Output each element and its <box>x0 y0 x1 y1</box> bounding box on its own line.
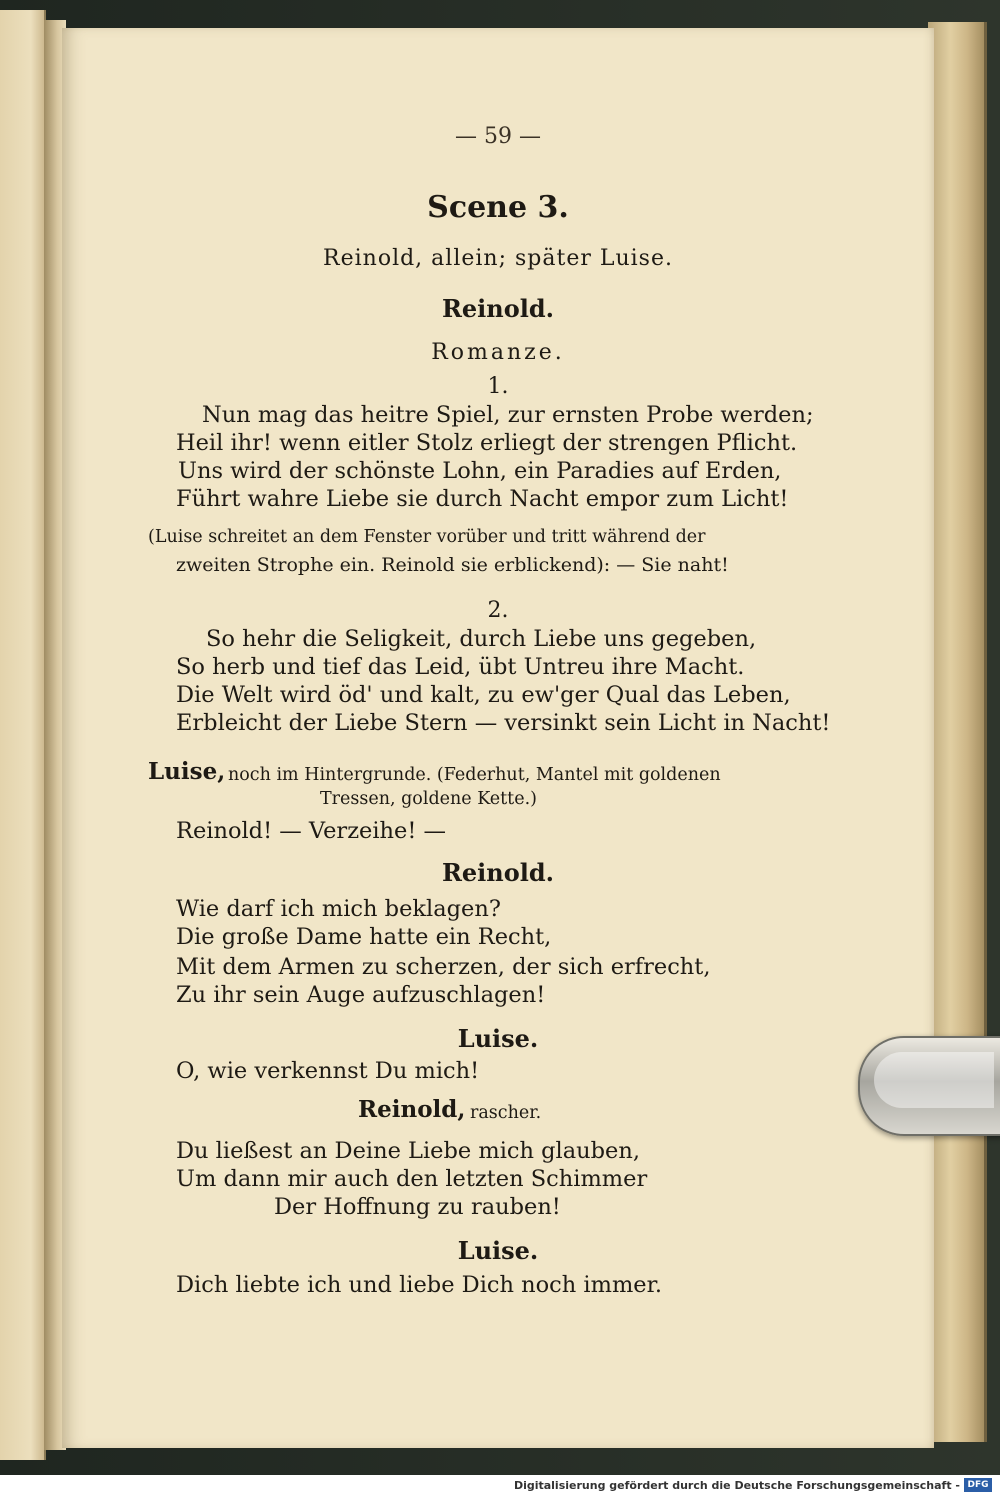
page-clamp <box>858 1036 1000 1136</box>
page-number: — 59 — <box>455 124 541 149</box>
dialogue-line: Der Hoffnung zu rauben! <box>274 1194 561 1220</box>
scene-title: Scene 3. <box>427 190 569 225</box>
dialogue-line: Wie darf ich mich beklagen? <box>176 896 501 922</box>
speaker-reinold: Reinold. <box>441 858 555 887</box>
verse-line: So herb und tief das Leid, übt Untreu ihre Macht. <box>176 654 745 680</box>
verse-line: Uns wird der schönste Lohn, ein Paradies auf Erden, <box>178 458 782 484</box>
dialogue-line: Um dann mir auch den letzten Schimmer <box>176 1166 648 1192</box>
dialogue-line: Die große Dame hatte ein Recht, <box>176 924 552 950</box>
dialogue-line: Zu ihr sein Auge aufzuschlagen! <box>176 982 546 1008</box>
verse-line: Nun mag das heitre Spiel, zur ernsten Probe werden; <box>202 402 814 428</box>
speaker-reinold: Reinold, <box>358 1096 466 1123</box>
speaker-luise: Luise. <box>457 1236 539 1265</box>
speaker-reinold: Reinold. <box>441 294 555 323</box>
verse-line: Die Welt wird öd' und kalt, zu ew'ger Qual das Leben, <box>176 682 791 708</box>
scene-subtitle: Reinold, allein; später Luise. <box>323 246 673 271</box>
dialogue-line: O, wie verkennst Du mich! <box>176 1058 480 1084</box>
stage-direction: Tressen, goldene Kette.) <box>320 789 537 809</box>
dialogue-line: Du ließest an Deine Liebe mich glauben, <box>176 1138 641 1164</box>
dialogue-line: Reinold! — Verzeihe! — <box>176 818 447 844</box>
stage-direction: rascher. <box>470 1103 542 1123</box>
stage-direction: zweiten Strophe ein. Reinold sie erblickend): — Sie naht! <box>176 554 729 576</box>
book-page <box>62 28 934 1448</box>
stage-direction: (Luise schreitet an dem Fenster vorüber und tritt während der <box>148 527 706 547</box>
verse-line: So hehr die Seligkeit, durch Liebe uns gegeben, <box>206 626 757 652</box>
bleed-through-text <box>192 168 832 1308</box>
left-page-edge <box>0 10 46 1460</box>
verse-line: Führt wahre Liebe sie durch Nacht empor zum Licht! <box>176 486 789 512</box>
funding-notice: Digitalisierung gefördert durch die Deutsche Forschungsgemeinschaft - <box>513 1479 960 1492</box>
verse-line: Erbleicht der Liebe Stern — versinkt sein Licht in Nacht! <box>176 710 831 736</box>
stanza-number-2: 2. <box>487 598 509 623</box>
dfg-logo: DFG <box>964 1478 992 1492</box>
verse-line: Heil ihr! wenn eitler Stolz erliegt der strengen Pflicht. <box>176 430 798 456</box>
dialogue-line: Dich liebte ich und liebe Dich noch immer. <box>176 1272 663 1298</box>
stage-direction: noch im Hintergrunde. (Federhut, Mantel mit goldenen <box>228 765 721 785</box>
romanze-label: Romanze. <box>431 340 565 365</box>
speaker-luise: Luise, <box>148 758 226 785</box>
dialogue-line: Mit dem Armen zu scherzen, der sich erfrecht, <box>176 954 711 980</box>
stanza-number-1: 1. <box>487 374 509 399</box>
speaker-luise: Luise. <box>457 1024 539 1053</box>
book-cover-edge <box>928 22 987 1442</box>
